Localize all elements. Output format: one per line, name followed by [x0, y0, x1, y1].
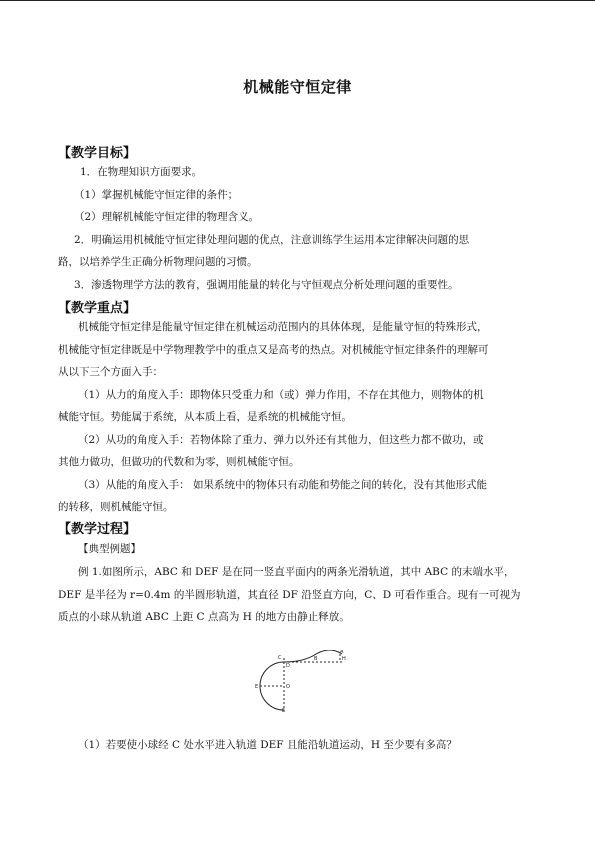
curved-track-abc: [284, 650, 342, 662]
track-figure: [252, 650, 352, 712]
example-line: 质点的小球从轨道 ABC 上距 C 点高为 H 的地方由静止释放。: [58, 611, 350, 623]
question-line: （1）若要使小球经 C 处水平进入轨道 DEF 且能沿轨道运动，H 至少要有多高？: [78, 739, 457, 751]
focus-line: （3）从能的角度入手： 如果系统中的物体只有动能和势能之间的转化，没有其他形式能: [78, 479, 488, 491]
example-line: DEF 是半径为 r=0.4m 的半圆形轨道，其直径 DF 沿竖直方向，C、D 可看作重合。现有一可视为: [58, 589, 521, 601]
goals-line: （2）理解机械能守恒定律的物理含义。: [74, 211, 260, 223]
focus-line: 从以下三个方面入手：: [58, 366, 163, 378]
goals-line: 路，以培养学生正确分析物理问题的习惯。: [58, 256, 258, 268]
focus-line: 械能守恒。势能属于系统，从本质上看，是系统的机械能守恒。: [58, 411, 352, 423]
label-c: C: [278, 655, 282, 661]
label-e: E: [255, 684, 259, 690]
label-d: D: [286, 663, 290, 669]
example-subheading: 【典型例题】: [78, 543, 141, 555]
focus-line: （2）从功的角度入手：若物体除了重力、弹力以外还有其他力，但这些力都不做功，或: [78, 434, 484, 446]
goals-line: 3．渗透物理学方法的教育，强调用能量的转化与守恒观点分析处理问题的重要性。: [74, 279, 459, 291]
goals-line: （1）掌握机械能守恒定律的条件；: [74, 189, 239, 201]
section-heading-goals: 【教学目标】: [58, 146, 137, 161]
focus-line: 的转移，则机械能守恒。: [58, 501, 174, 513]
focus-line: 机械能守恒定律既是中学物理教学中的重点又是高考的热点。对机械能守恒定律条件的理解可: [58, 344, 489, 356]
label-f: F: [282, 708, 285, 712]
focus-line: 其他力做功，但做功的代数和为零，则机械能守恒。: [58, 456, 300, 468]
section-heading-process: 【教学过程】: [58, 522, 137, 537]
page-title: 机械能守恒定律: [243, 78, 352, 96]
label-o: O: [286, 684, 290, 690]
label-a: A: [340, 650, 344, 655]
label-h: H: [342, 656, 346, 662]
focus-line: （1）从力的角度入手：即物体只受重力和（或）弹力作用，不存在其他力，则物体的机: [78, 389, 484, 401]
section-heading-focus: 【教学重点】: [58, 301, 137, 316]
focus-line: 机械能守恒定律是能量守恒定律在机械运动范围内的具体体现，是能量守恒的特殊形式，: [78, 321, 488, 333]
goals-line: 1．在物理知识方面要求。: [80, 166, 203, 178]
label-b: B: [314, 656, 318, 662]
example-line: 例 1.如图所示，ABC 和 DEF 是在同一竖直平面内的两条光滑轨道，其中 ABC 的末端水平，: [78, 566, 515, 578]
top-rule: [0, 0, 595, 1]
goals-line: 2．明确运用机械能守恒定律处理问题的优点，注意训练学生运用本定律解决问题的思: [74, 234, 470, 246]
